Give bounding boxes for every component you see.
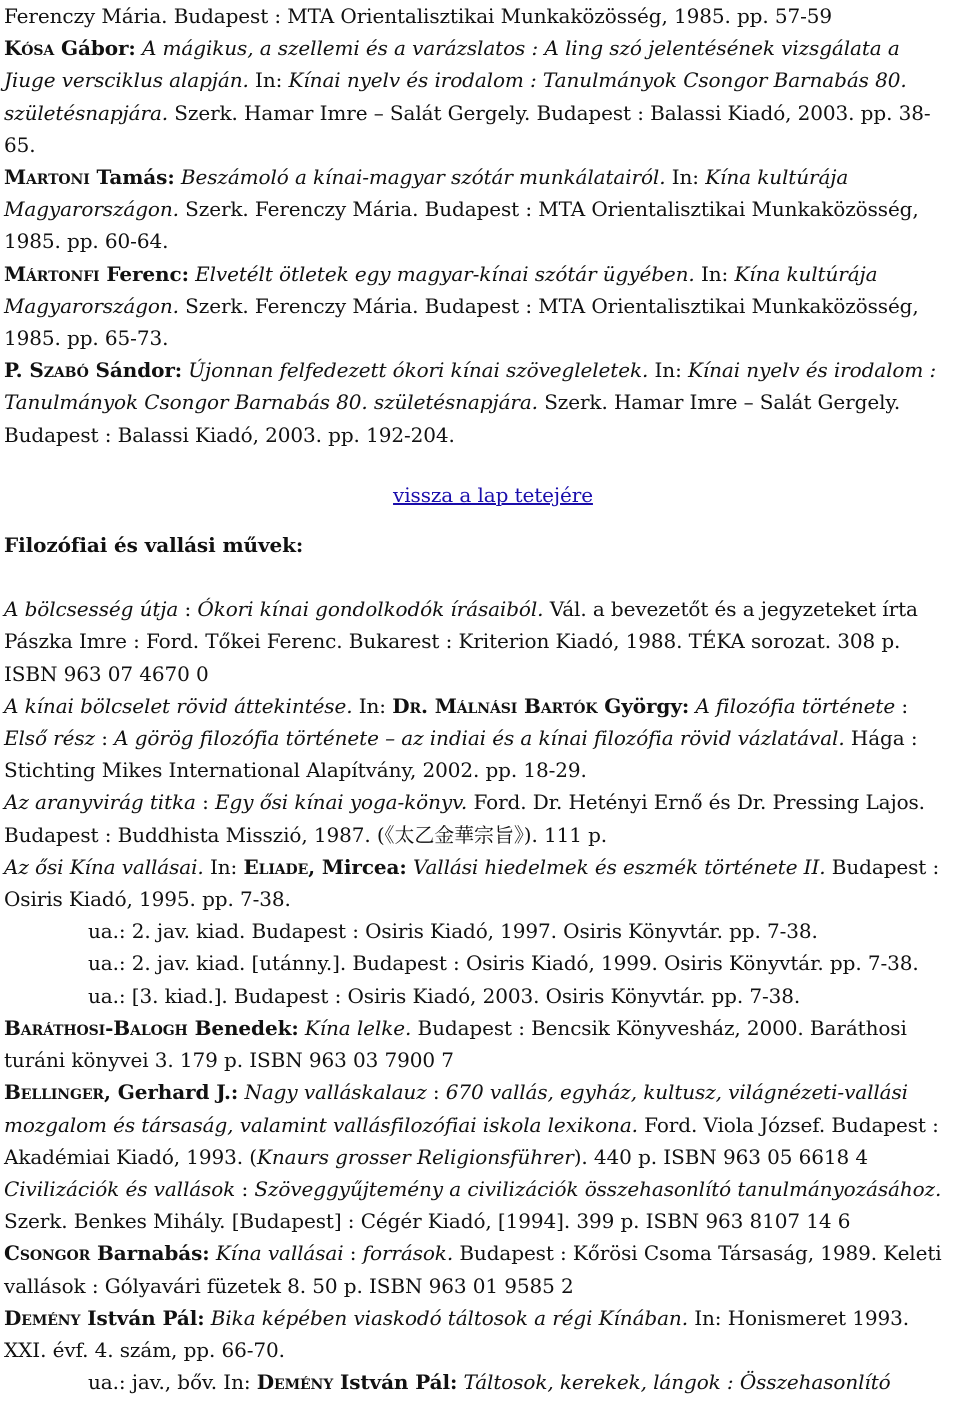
bibliography-entry: [4, 1173, 942, 1237]
entry-text-segment: :: [94, 726, 115, 751]
entry-text-segment: In:: [665, 165, 706, 190]
entry-text-segment: Első rész: [4, 726, 95, 751]
entry-text-segment: A bölcsesség útja: [4, 597, 179, 622]
entry-text-segment: , Mircea:: [308, 854, 407, 879]
bibliography-entry: [4, 0, 942, 32]
entry-text-segment: Budapest : Bencsik Könyvesház, 2000. Baráthosi turáni könyvei 3. 179 p. ISBN 963 03 7900 7: [4, 1015, 907, 1073]
bibliography-entry: [4, 690, 942, 787]
entry-text-segment: György:: [597, 693, 690, 718]
entry-text-segment: Kína vallásai: [209, 1241, 344, 1266]
bibliography-list-section: [4, 593, 942, 1398]
entry-text-segment: Budapest : Kőrösi Csoma Társaság, 1989. Keleti vallások : Gólyavári füzetek 8. 50 p. ISBN 963 01 9585 2: [4, 1241, 942, 1298]
entry-text-segment: Szerk. Hamar Imre – Salát Gergely. Budapest : Balassi Kiadó, 2003. pp. 192-204.: [4, 390, 901, 447]
entry-text-segment: :: [895, 693, 908, 718]
bibliography-entry: [4, 593, 942, 690]
entry-text-segment: ua.: 2. jav. kiad. Budapest : Osiris Kiadó, 1997. Osiris Könyvtár. pp. 7-38.: [88, 919, 818, 944]
entry-text-segment: Benedek:: [187, 1015, 299, 1040]
entry-text-segment: In:: [648, 358, 688, 383]
entry-text-segment: :: [178, 597, 198, 622]
entry-text-segment: In:: [694, 261, 735, 286]
bibliography-entry: [4, 354, 942, 451]
entry-text-segment: István Pál:: [333, 1370, 458, 1395]
entry-text-segment: Knaurs grosser Religionsführer: [257, 1144, 574, 1169]
entry-text-segment: Demény: [256, 1370, 334, 1395]
entry-text-segment: , Gerhard J.:: [103, 1080, 239, 1105]
entry-text-segment: Ferenc:: [99, 261, 189, 286]
entry-text-segment: István Pál:: [80, 1305, 205, 1330]
entry-text-segment: Martoni: [4, 165, 90, 190]
bibliography-entry: [4, 915, 942, 947]
entry-text-segment: A filozófia története: [689, 693, 896, 718]
entry-text-segment: Tamás:: [89, 165, 175, 190]
entry-text-segment: Kína kultúrája Magyarországon.: [4, 165, 849, 222]
bibliography-entry: [4, 1237, 942, 1301]
entry-text-segment: Sándor:: [88, 358, 183, 383]
entry-text-segment: Gábor:: [54, 36, 136, 61]
entry-text-segment: 670 vallás, egyház, kultusz, világnézeti-vallási mozgalom és társaság, valamint vallásfilozófiai iskola lexikona.: [4, 1080, 908, 1137]
back-to-top-link[interactable]: vissza a lap tetejére: [393, 482, 593, 507]
entry-text-segment: Szöveggyűjtemény a civilizációk összehasonlító tanulmányozásához.: [254, 1176, 942, 1201]
bibliography-entry: [4, 980, 942, 1012]
entry-text-segment: Dr. Málnási Bartók: [392, 693, 598, 718]
entry-text-segment: In:: [203, 854, 244, 879]
entry-text-segment: ua.: [3. kiad.]. Budapest : Osiris Kiadó, 2003. Osiris Könyvtár. pp. 7-38.: [88, 983, 801, 1008]
entry-text-segment: Táltosok, kerekek, lángok : Összehasonlító: [457, 1370, 891, 1395]
entry-text-segment: Ford. Viola József. Budapest : Akadémiai Kiadó, 1993. (: [4, 1112, 939, 1169]
entry-text-segment: In:: [352, 693, 393, 718]
entry-text-segment: Bellinger: [4, 1080, 104, 1105]
entry-text-segment: Baráthosi-Balogh: [4, 1015, 188, 1040]
entry-text-segment: Szabó: [29, 358, 89, 383]
entry-text-segment: Beszámoló a kínai-magyar szótár munkálatairól.: [174, 165, 666, 190]
bibliography-entry: [4, 258, 942, 355]
bibliography-entry: [4, 947, 942, 979]
bibliography-entry: [4, 32, 942, 161]
entry-text-segment: Hága : Stichting Mikes International Alapítvány, 2002. pp. 18-29.: [4, 726, 918, 783]
entry-text-segment: :: [426, 1080, 446, 1105]
entry-text-segment: Az ősi Kína vallásai.: [4, 854, 204, 879]
entry-text-segment: ). 440 p. ISBN 963 05 6618 4: [573, 1144, 868, 1169]
entry-text-segment: A kínai bölcselet rövid áttekintése.: [4, 693, 353, 718]
entry-text-segment: ua.: jav., bőv. In:: [88, 1370, 257, 1395]
entry-text-segment: :: [195, 790, 216, 815]
entry-text-segment: Szerk. Hamar Imre – Salát Gergely. Budapest : Balassi Kiadó, 2003. pp. 38-65.: [4, 100, 931, 157]
entry-text-segment: Mártonfi: [4, 261, 100, 286]
entry-text-segment: ua.: 2. jav. kiad. [utánny.]. Budapest : Osiris Kiadó, 1999. Osiris Könyvtár. pp. 7-38.: [88, 951, 919, 976]
entry-text-segment: Kósa: [4, 36, 55, 61]
entry-text-segment: Kína lelke.: [298, 1015, 412, 1040]
entry-text-segment: Szerk. Ferenczy Mária. Budapest : MTA Orientalisztikai Munkaközösség, 1985. pp. 65-73.: [4, 293, 919, 351]
entry-text-segment: :: [235, 1176, 255, 1201]
entry-text-segment: Bika képében viaskodó táltosok a régi Kínában.: [204, 1305, 688, 1330]
entry-text-segment: Csongor: [4, 1241, 91, 1266]
entry-text-segment: P.: [4, 358, 30, 383]
entry-text-segment: Ferenczy Mária. Budapest : MTA Orientalisztikai Munkaközösség, 1985. pp. 57-59: [4, 4, 833, 28]
entry-text-segment: A mágikus, a szellemi és a varázslatos : A ling szó jelentésének vizsgálata a Jiuge versciklus alapján.: [4, 36, 900, 93]
entry-text-segment: Szerk. Benkes Mihály. [Budapest] : Cégér Kiadó, [1994]. 399 p. ISBN 963 8107 14 6: [4, 1209, 851, 1234]
entry-text-segment: A görög filozófia története – az indiai és a kínai filozófia rövid vázlatával.: [114, 726, 845, 751]
section-heading: Filozófiai és vallási művek:: [4, 533, 304, 558]
bibliography-entry: [4, 786, 942, 850]
entry-text-segment: Kínai nyelv és irodalom : Tanulmányok Csongor Barnabás 80. születésnapjára.: [4, 358, 937, 415]
entry-text-segment: Újonnan felfedezett ókori kínai szövegleletek.: [182, 358, 649, 383]
entry-text-segment: Eliade: [243, 854, 309, 879]
bibliography-entry: [4, 1012, 942, 1076]
entry-text-segment: Elvetélt ötletek egy magyar-kínai szótár ügyében.: [188, 261, 695, 286]
section-spacer: [4, 561, 942, 593]
entry-text-segment: Vál. a bevezetőt és a jegyzeteket írta Pászka Imre : Ford. Tőkei Ferenc. Bukarest : Kriterion Kiadó, 1988. TÉKA sorozat. 308 p. ISBN 963 07 4670 0: [4, 597, 918, 686]
bibliography-entry: [4, 851, 942, 915]
entry-text-segment: :: [343, 1241, 363, 1266]
entry-text-segment: Kína kultúrája Magyarországon.: [4, 261, 878, 318]
back-to-top-row: [4, 479, 942, 511]
entry-text-segment: Ókori kínai gondolkodók írásaiból.: [197, 597, 544, 622]
entry-text-segment: Nagy valláskalauz: [238, 1080, 427, 1105]
entry-text-segment: Ford. Dr. Hetényi Ernő és Dr. Pressing Lajos. Budapest : Buddhista Misszió, 1987. (《太乙金華宗旨》). 111 p.: [4, 790, 925, 847]
bibliography-entry: [4, 161, 942, 258]
entry-text-segment: Vallási hiedelmek és eszmék története II.: [406, 854, 826, 879]
entry-text-segment: In:: [248, 68, 289, 93]
bibliography-list-top: [4, 0, 942, 451]
bibliography-entry: [4, 1302, 942, 1366]
entry-text-segment: források.: [362, 1241, 454, 1266]
bibliography-entry: [4, 1366, 942, 1398]
bibliography-entry: [4, 1076, 942, 1173]
entry-text-segment: Egy ősi kínai yoga-könyv.: [215, 790, 468, 815]
entry-text-segment: In: Honismeret 1993. XXI. évf. 4. szám, pp. 66-70.: [4, 1305, 909, 1362]
entry-text-segment: Demény: [4, 1305, 81, 1330]
entry-text-segment: Barnabás:: [90, 1241, 210, 1266]
entry-text-segment: Civilizációk és vallások: [4, 1176, 236, 1201]
entry-text-segment: Szerk. Ferenczy Mária. Budapest : MTA Orientalisztikai Munkaközösség, 1985. pp. 60-64.: [4, 197, 919, 254]
entry-text-segment: Az aranyvirág titka: [4, 790, 196, 815]
entry-text-segment: Budapest : Osiris Kiadó, 1995. pp. 7-38.: [4, 854, 940, 912]
entry-text-segment: Kínai nyelv és irodalom : Tanulmányok Csongor Barnabás 80. születésnapjára.: [4, 68, 907, 125]
